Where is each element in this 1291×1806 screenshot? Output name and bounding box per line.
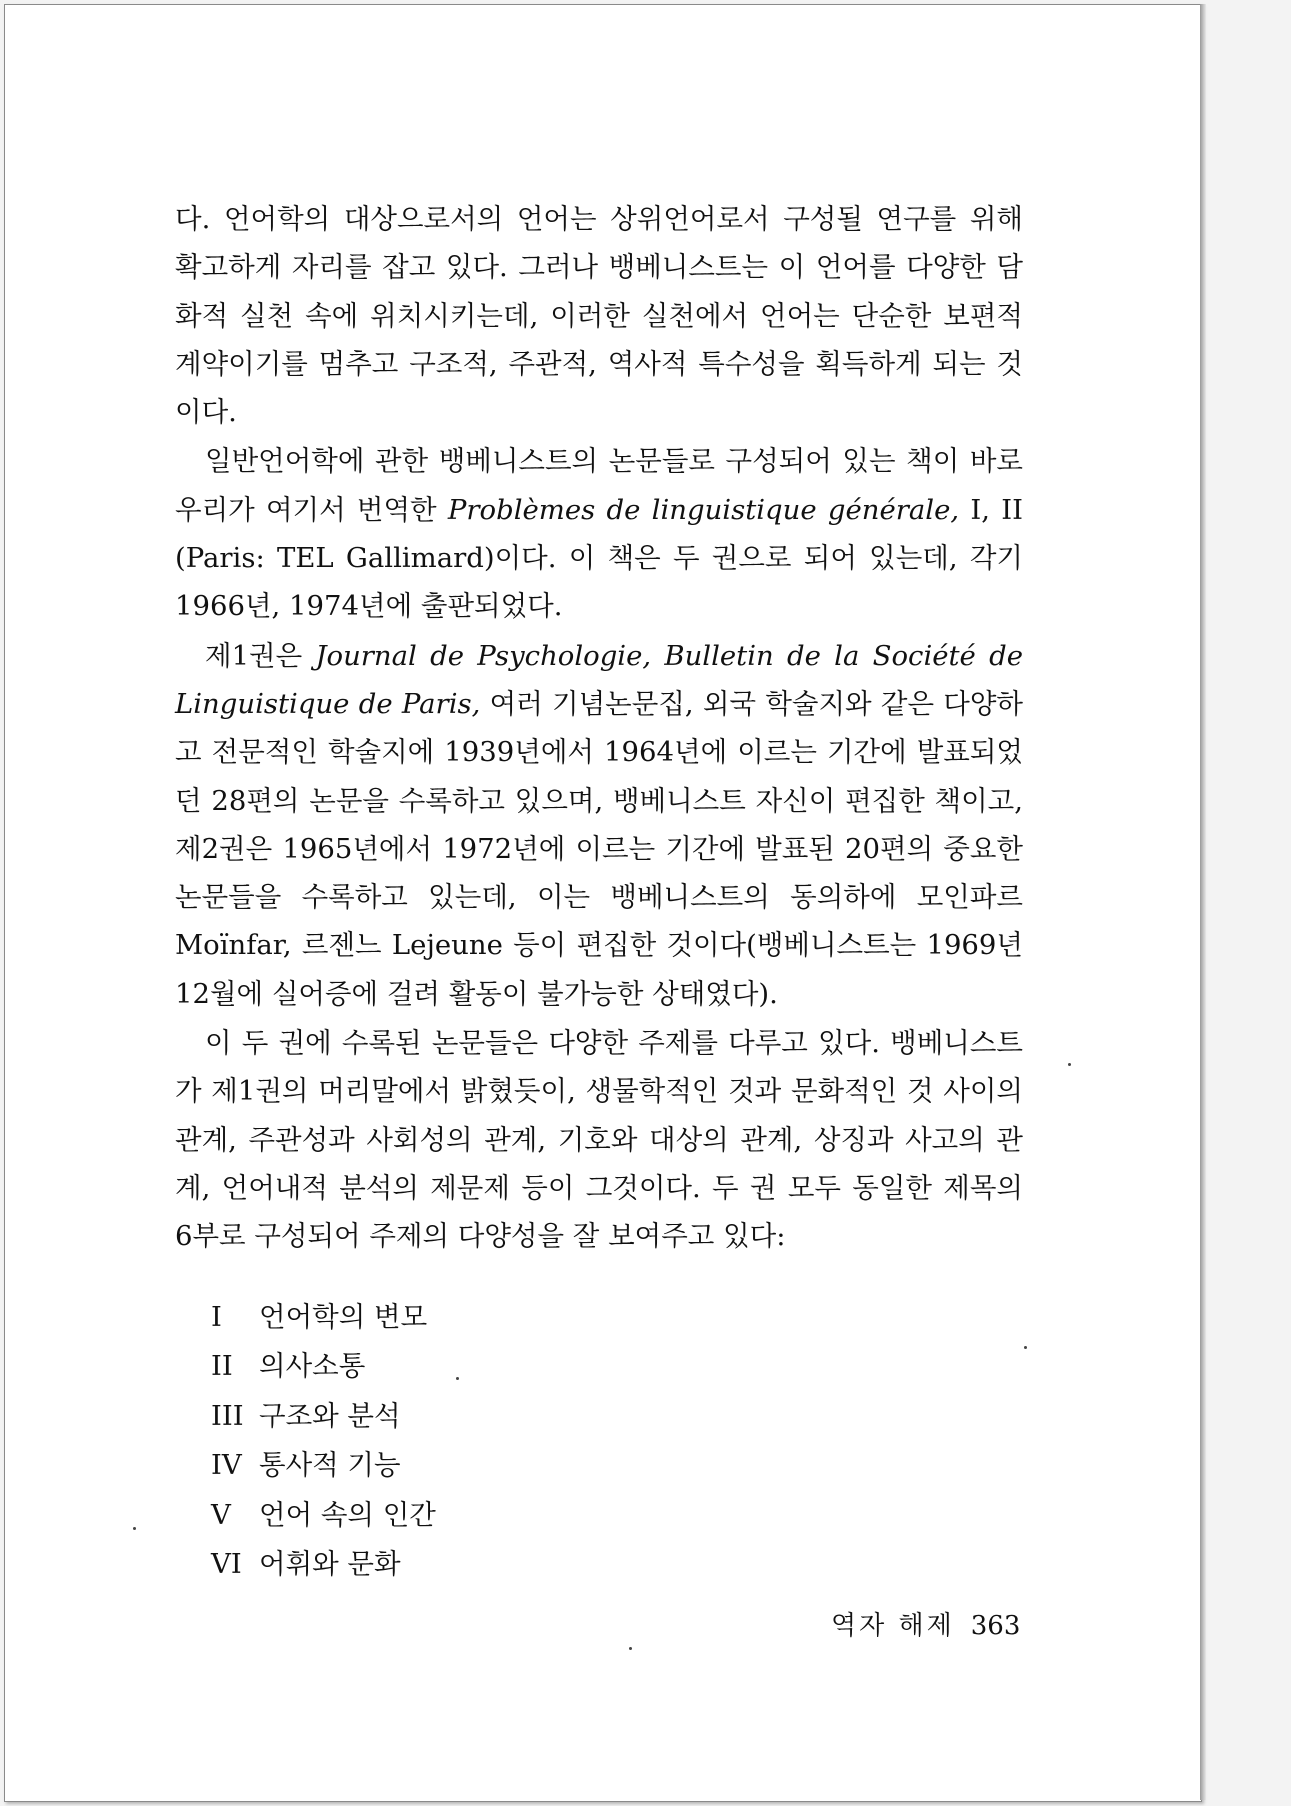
- text-run: 다. 언어학의 대상으로서의 언어는 상위언어로서 구성될 연구를 위해 확고하게 자리를 잡고 있다. 그러나 뱅베니스트는 이 언어를 다양한 담화적 실천 속에 위치시키는데, 이러한 실천에서 언어는 단순한 보편적 계약이기를 멈추고 구조적, 주관적, 역사적 특수성을 획득하게 되는 것이다.: [175, 203, 1023, 429]
- list-item: [175, 1491, 1023, 1541]
- text-run: 여러 기념논문집, 외국 학술지와 같은 다양하고 전문적인 학술지에 1939년에서 1964년에 이르는 기간에 발표되었던 28편의 논문을 수록하고 있으며, 뱅베니스트 자신이 편집한 책이고, 제2권은 1965년에서 1972년에 이르는 기간에 발표된 20편의 중요한 논문들을 수록하고 있는데, 이는 뱅베니스트의 동의하에 모인파르 Moïnfar, 르젠느 Lejeune 등이 편집한 것이다(뱅베니스트는 1969년 12월에 실어증에 걸려 활동이 불가능한 상태였다).: [175, 687, 1023, 1010]
- page-edge-shadow: [1200, 4, 1206, 1800]
- parts-list: [175, 1293, 1023, 1590]
- list-item: [175, 1441, 1023, 1491]
- body-text: [175, 195, 1023, 1590]
- part-title: 어휘와 문화: [259, 1548, 401, 1581]
- roman-numeral: IV: [211, 1449, 242, 1482]
- paragraph: [175, 632, 1023, 1018]
- scan-speck: [629, 1647, 632, 1650]
- list-item: [175, 1342, 1023, 1392]
- part-title: 언어학의 변모: [259, 1300, 428, 1333]
- scan-speck: [1068, 1063, 1071, 1066]
- roman-numeral: V: [211, 1498, 231, 1531]
- paragraph: [175, 1019, 1023, 1260]
- roman-numeral: I: [211, 1300, 222, 1333]
- text-run: 제1권은: [205, 639, 316, 672]
- text-run: 이 두 권에 수록된 논문들은 다양한 주제를 다루고 있다. 뱅베니스트가 제1권의 머리말에서 밝혔듯이, 생물학적인 것과 문화적인 것 사이의 관계, 주관성과 사회성의 관계, 기호와 대상의 관계, 상징과 사고의 관계, 언어내적 분석의 제문제 등이 그것이다. 두 권 모두 동일한 제목의 6부로 구성되어 주제의 다양성을 잘 보여주고 있다:: [175, 1027, 1023, 1253]
- roman-numeral: VI: [211, 1548, 242, 1581]
- paragraph: [175, 195, 1023, 436]
- scan-speck: [133, 1527, 136, 1530]
- text-run: I, II (Paris: TEL Gallimard)이다. 이 책은 두 권으로 되어 있는데, 각기 1966년, 1974년에 출판되었다.: [175, 493, 1023, 623]
- page-footer: [831, 1605, 1021, 1642]
- list-item: [175, 1540, 1023, 1590]
- part-title: 언어 속의 인간: [259, 1498, 436, 1531]
- part-title: 의사소통: [259, 1350, 366, 1383]
- scan-speck: [456, 1377, 459, 1380]
- scan-speck: [1024, 1346, 1027, 1349]
- list-item: [175, 1293, 1023, 1343]
- book-page: [4, 4, 1202, 1802]
- book-title-italic: Problèmes de linguistique générale,: [447, 493, 960, 526]
- text-run: 일반언어학에 관한 뱅베니스트의 논문들로 구성되어 있는 책이 바로 우리가 여기서 번역한: [175, 445, 1023, 526]
- part-title: 구조와 분석: [259, 1399, 401, 1432]
- running-footer-section: 역자 해제: [831, 1611, 955, 1641]
- part-title: 통사적 기능: [259, 1449, 401, 1482]
- list-item: [175, 1392, 1023, 1442]
- paragraph: [175, 437, 1023, 630]
- roman-numeral: II: [211, 1350, 233, 1383]
- roman-numeral: III: [211, 1399, 244, 1432]
- journal-titles-italic: Journal de Psychologie, Bulletin de la Société de Linguistique de Paris,: [175, 639, 1023, 720]
- page-number: 363: [970, 1611, 1021, 1641]
